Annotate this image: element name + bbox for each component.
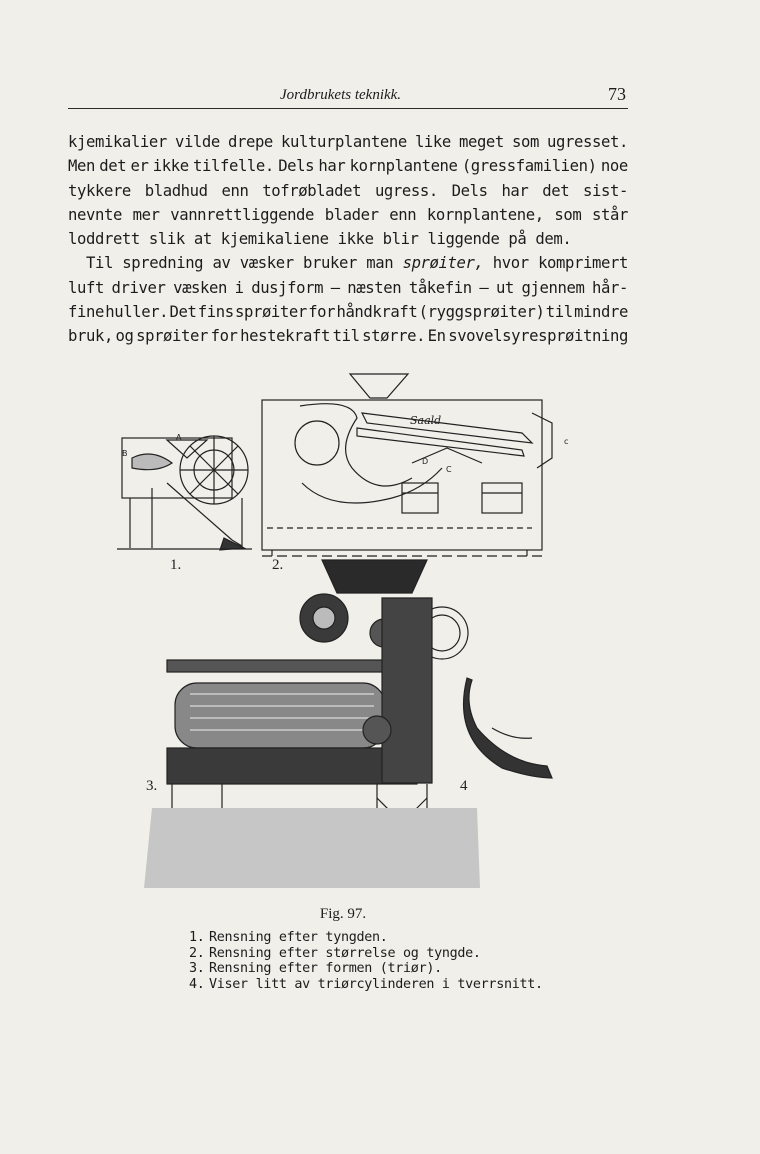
text-word: hestekraft	[240, 327, 331, 346]
text-word: kornplantene	[349, 157, 458, 176]
text-word: større.	[362, 327, 426, 346]
text-word: loddrett slik at kjemikaliene ikke blir liggende på dem.	[68, 230, 572, 249]
text-word: væsken	[173, 278, 228, 297]
figure-illustration	[112, 368, 572, 888]
text-word: har	[501, 181, 529, 200]
legend-number: 2.	[189, 945, 205, 961]
text-word: det	[542, 181, 570, 200]
text-word: Det	[169, 303, 197, 322]
text-word: driver	[111, 278, 166, 297]
text-word: står	[592, 205, 628, 224]
text-word: Dels	[278, 157, 315, 176]
text-word: dusjform	[251, 278, 324, 297]
legend-text: Rensning efter formen (triør).	[209, 961, 442, 977]
text-word: —	[330, 278, 340, 297]
text-line	[68, 154, 628, 178]
text-word: har	[318, 157, 346, 176]
text-word: kjemikalier	[68, 133, 167, 151]
sketch-letter-d: D	[422, 457, 429, 466]
text-line	[68, 227, 628, 251]
text-word: fine	[68, 303, 104, 322]
text-word: En	[427, 327, 446, 346]
legend-number: 3.	[189, 961, 205, 977]
legend-item	[189, 930, 543, 946]
legend-number: 1.	[189, 930, 205, 945]
text-word: tykkere	[68, 181, 131, 200]
text-word: gjennem	[521, 278, 585, 297]
text-line	[68, 276, 628, 300]
text-word: kornplantene,	[426, 205, 544, 224]
figure-label-3: 3.	[146, 778, 158, 794]
running-title: Jordbrukets teknikk.	[280, 87, 402, 103]
text-word: hvor	[492, 254, 529, 273]
text-word: næsten	[347, 278, 402, 297]
text-word: mer	[132, 205, 160, 224]
figure-legend	[189, 930, 543, 992]
text-word: drepe	[227, 133, 273, 151]
text-word: mindre	[574, 303, 628, 322]
text-word: bruk,	[68, 327, 113, 346]
text-word: hår-	[592, 278, 628, 297]
text-word: sprøiter	[234, 303, 307, 322]
text-word: meget	[458, 133, 504, 151]
text-word: det	[99, 157, 127, 176]
sketch-word: Saald	[410, 414, 442, 427]
text-word: ikke	[152, 157, 189, 176]
text-line	[68, 179, 628, 203]
text-word: Til	[86, 254, 113, 273]
figure-label-4: 4	[460, 778, 468, 794]
page-number: 73	[608, 84, 626, 104]
sketch-letter-c: C	[446, 465, 452, 474]
text-word: man	[366, 254, 394, 273]
figure-caption: Fig. 97.	[319, 906, 367, 922]
text-word: vannrettliggende	[170, 205, 315, 224]
text-word: enn	[389, 205, 417, 224]
legend-text: Rensning efter tyngden.	[209, 930, 388, 945]
text-word: bladhud	[144, 181, 208, 200]
legend-item	[189, 977, 543, 993]
text-word: for	[210, 327, 238, 346]
text-line	[68, 203, 628, 227]
text-word: tåkefin	[408, 278, 472, 297]
text-word: i	[234, 278, 244, 297]
text-word: ugresset.	[547, 133, 628, 151]
text-word: vilde	[174, 133, 220, 151]
text-word: til	[332, 327, 360, 346]
text-word: væsker	[239, 254, 294, 273]
text-word: tofrøbladet	[262, 181, 362, 200]
text-word: spredning	[122, 254, 204, 273]
sketch-letter-b: B	[122, 449, 128, 458]
machine-4-drawing	[464, 678, 552, 778]
figure-97	[112, 368, 572, 888]
text-word: like	[414, 133, 451, 151]
text-word: til	[545, 303, 573, 322]
figure-label-1: 1.	[170, 557, 182, 573]
text-word: luft	[68, 278, 104, 297]
legend-item	[189, 946, 543, 962]
text-word: sprøiter,	[402, 254, 484, 273]
text-word: komprimert	[538, 254, 628, 273]
text-word: tilfelle.	[193, 157, 274, 176]
text-word: ugress.	[374, 181, 438, 200]
text-word: —	[479, 278, 489, 297]
text-line	[68, 324, 628, 348]
text-word: håndkraft	[336, 303, 418, 322]
text-word: som	[512, 133, 539, 151]
legend-item	[189, 961, 543, 977]
text-word: sist-	[583, 181, 628, 200]
text-word: svovelsyresprøitning	[448, 327, 628, 346]
text-word: (ryggsprøiter)	[418, 303, 545, 322]
text-word: ut	[495, 278, 514, 297]
text-word: Dels	[451, 181, 488, 200]
text-word: (gressfamilien)	[461, 157, 597, 176]
text-word: og	[115, 327, 134, 346]
machine-1-drawing	[117, 436, 252, 550]
figure-label-2: 2.	[272, 557, 284, 573]
text-line	[68, 130, 628, 154]
text-word: Men	[68, 157, 95, 176]
text-word: huller.	[105, 303, 169, 322]
text-word: fins	[197, 303, 234, 322]
text-word: bruker	[303, 254, 357, 273]
text-line	[68, 300, 628, 324]
machine-2-drawing	[262, 374, 552, 556]
legend-text: Rensning efter størrelse og tyngde.	[209, 945, 481, 961]
body-paragraphs	[68, 130, 628, 349]
text-word: kulturplantene	[281, 133, 407, 151]
legend-text: Viser litt av triørcylinderen i tverrsnitt.	[209, 976, 543, 992]
legend-number: 4.	[189, 976, 205, 992]
text-word: er	[130, 157, 149, 176]
machine-3-drawing	[144, 560, 480, 888]
text-word: noe	[600, 157, 628, 176]
text-line	[68, 251, 628, 275]
text-word: nevnte	[68, 205, 122, 224]
sketch-letter-e: c	[564, 437, 569, 446]
text-word: enn	[221, 181, 249, 200]
page-header	[68, 84, 628, 109]
sketch-letter-a: A	[176, 433, 182, 442]
text-word: blader	[324, 205, 379, 224]
text-word: for	[308, 303, 336, 322]
text-word: som	[554, 205, 582, 224]
text-word: av	[212, 254, 231, 273]
text-word: sprøiter	[136, 327, 208, 346]
